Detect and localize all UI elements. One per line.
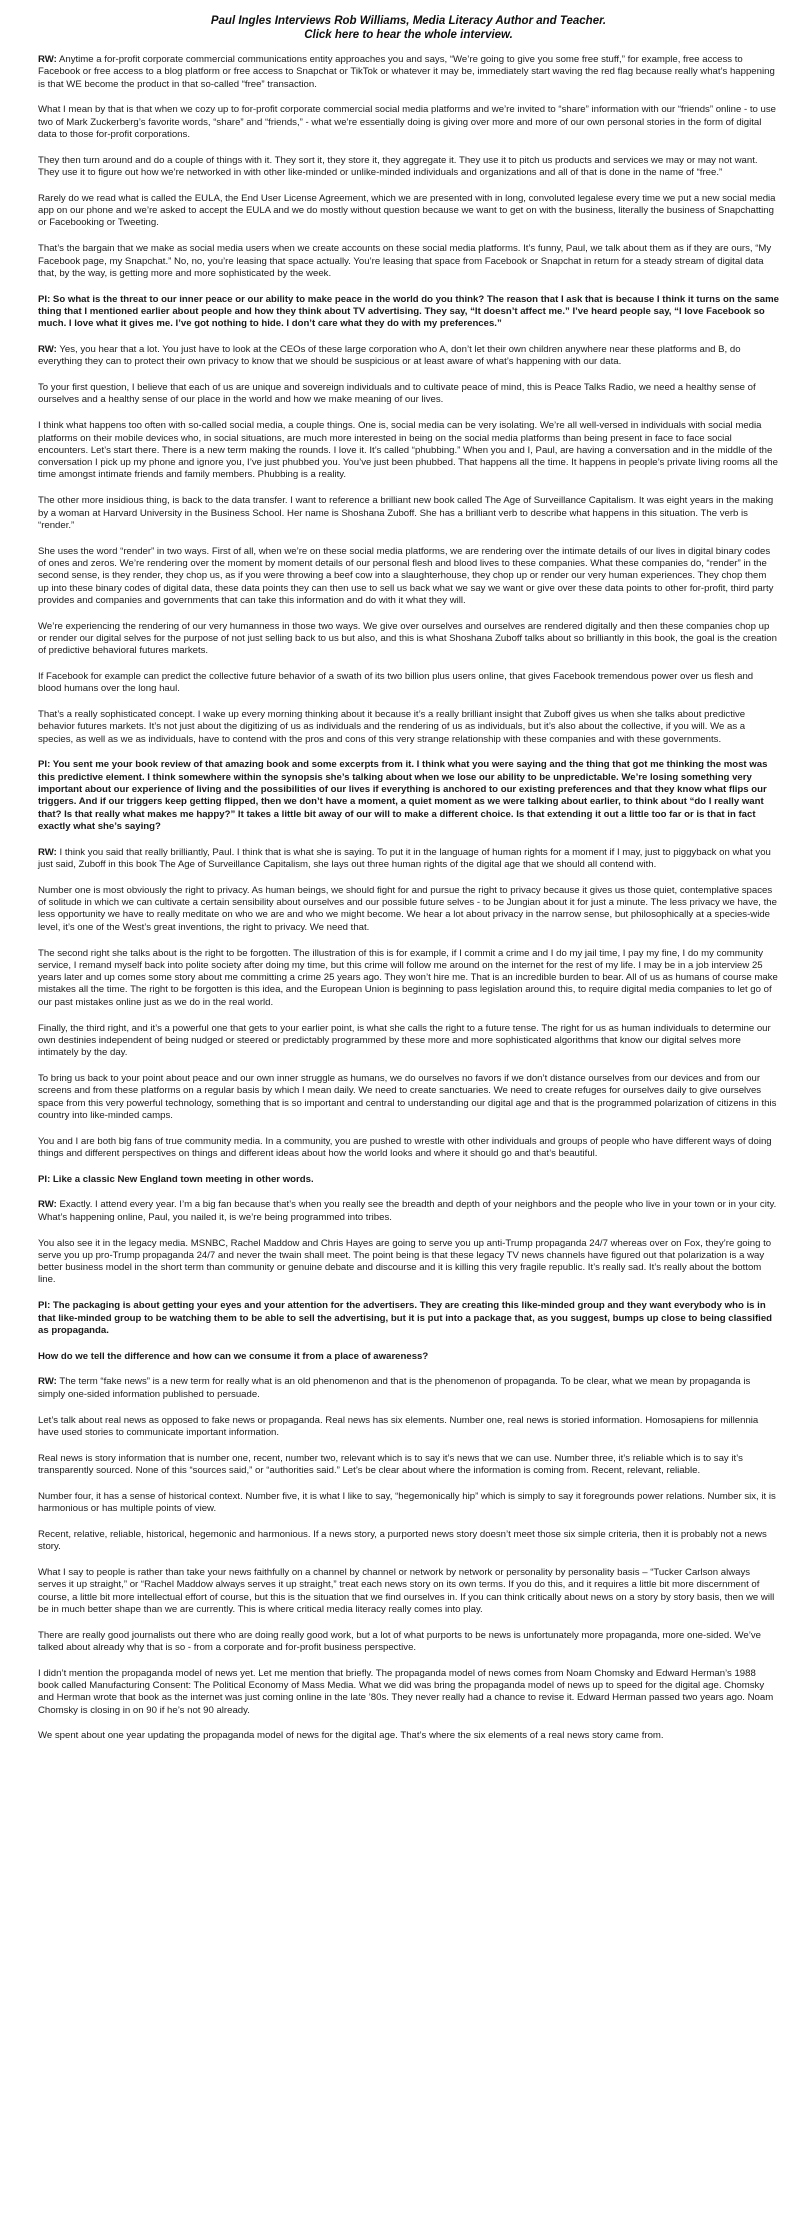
speaker-label: RW: (38, 1199, 57, 1211)
transcript-paragraph (38, 54, 779, 91)
transcript-paragraph (38, 1453, 779, 1478)
speaker-label: RW: (38, 1376, 57, 1388)
paragraph-text: Real news is story information that is number one, recent, number two, relevant which is to say it’s news that we can use. Number three, it’s reliable which is to say it’s transparently sourced. None of this “sources said,” or “authorities said.” Let’s be clear about where the information is coming from. Recent, relevant, reliable. (38, 1452, 743, 1476)
transcript-paragraph (38, 344, 779, 369)
paragraph-text: She uses the word “render” in two ways. First of all, when we’re on these social media platforms, we are rendering over the intimate details of our lives in digital binary codes of ones and zeros. We’re rendering over the moment by moment details of our personal flesh and blood lives to these companies. What these companies do, “render” in the second sense, is they render, they chop us, as if you were throwing a beef cow into a slaughterhouse, they chop up or render our very human experiences. They chop them up into these binary codes of digital data, these data points they can then use to sell us back what we say we want or give over these data points to other for-profit, third party provides and companies and governments that can take this information and do with it what they will. (38, 545, 774, 606)
paragraph-text: Rarely do we read what is called the EULA, the End User License Agreement, which we are presented with in long, convoluted legalese every time we put a new social media app on our phone and we’re asked to accept the EULA and we do mostly without question because we want to get on with the business, literally the business of Snapchatting or Facebooking or Tweeting. (38, 192, 776, 229)
paragraph-text: We’re experiencing the rendering of our very humanness in those two ways. We give over ourselves and ourselves are rendered digitally and then these companies chop up or render our digital selves for the purpose of not just selling back to us but also, and this is what Shoshana Zuboff talks about so brilliantly in this book, the goal is the creation of predictive behavioral futures markets. (38, 620, 777, 657)
transcript-paragraph (38, 1529, 779, 1554)
paragraph-text: Let’s talk about real news as opposed to fake news or propaganda. Real news has six elements. Number one, real news is storied information. Homosapiens for millennia have used stories to communicate important information. (38, 1414, 759, 1438)
interview-title: Paul Ingles Interviews Rob Williams, Media Literacy Author and Teacher. (210, 15, 607, 27)
interview-header (38, 14, 779, 42)
paragraph-text: The term “fake news” is a new term for really what is an old phenomenon and that is the phenomenon of propaganda. To be clear, what we mean by propaganda is simply one-sided information published to persuade. (38, 1376, 751, 1400)
transcript-paragraph (38, 1415, 779, 1440)
speaker-label: PI: (38, 1173, 51, 1185)
transcript-paragraph (38, 1023, 779, 1060)
transcript-paragraph (38, 759, 779, 833)
transcript-paragraph (38, 1567, 779, 1616)
paragraph-text: They then turn around and do a couple of things with it. They sort it, they store it, they aggregate it. They use it to pitch us products and services we may or may not want. They use it to figure out how we’re networked in with other like-minded or unlike-minded individuals and organizations and all of that is done in the name of “free.” (38, 154, 758, 179)
paragraph-text: What I say to people is rather than take your news faithfully on a channel by channel or network by network or personality by personality basis – “Tucker Carlson always serves it up straight,” or “Rachel Maddow always serves it up straight,” treat each news story on its own terms. If you do this, and it requires a little bit more discernment of course, a little bit more intellectual effort of course, but this is the situation that we find ourselves in. If you can think critically about news on a story by story basis, then we will be in much better shape than we are currently. This is where critical media literacy really comes into play. (38, 1566, 775, 1615)
transcript-paragraph (38, 885, 779, 934)
transcript-paragraph (38, 1238, 779, 1287)
paragraph-text: How do we tell the difference and how can we consume it from a place of awareness? (38, 1350, 429, 1362)
paragraph-text: If Facebook for example can predict the collective future behavior of a swath of its two billion plus users online, that gives Facebook tremendous power over us flesh and blood humans over the long haul. (38, 670, 754, 695)
transcript-paragraph (38, 1136, 779, 1161)
transcript-paragraph (38, 294, 779, 331)
transcript-paragraph (38, 671, 779, 696)
paragraph-text: So what is the threat to our inner peace or our ability to make peace in the world do you think? The reason that I ask that is because I think it turns on the same thing that I mentioned earlier about people and how they think about TV advertising. They say, “It doesn’t affect me.” I’ve heard people say, “I love Facebook so much. I love what it gives me. I’ve got nothing to hide. I don’t care what they do with my preferences.” (38, 293, 779, 330)
paragraph-text: We spent about one year updating the propaganda model of news for the digital age. That’s where the six elements of a real news story came from. (38, 1730, 664, 1742)
transcript-paragraph (38, 1668, 779, 1717)
paragraph-text: Number four, it has a sense of historical context. Number five, it is what I like to say, “hegemonically hip” which is simply to say it foregrounds power relations. Number six, it is harmonious or has multiple points of view. (38, 1490, 776, 1515)
transcript-paragraph (38, 155, 779, 180)
transcript-paragraph (38, 420, 779, 481)
paragraph-text: Finally, the third right, and it’s a powerful one that gets to your earlier point, is what she calls the right to a future tense. The right for us as human individuals to determine our own destinies independent of being nudged or steered or predictably programmed by these more and more sophisticated algorithms that know our digital selves more intimately by the day. (38, 1022, 771, 1059)
paragraph-text: To your first question, I believe that each of us are unique and sovereign individuals and to cultivate peace of mind, this is Peace Talks Radio, we need a healthy sense of ourselves and a healthy sense of our place in the world and how we make meaning of our lives. (38, 382, 756, 406)
paragraph-text: You and I are both big fans of true community media. In a community, you are pushed to wrestle with other individuals and groups of people who have different ways of doing things and different perspectives on things and different ideas about how the world looks and where it should go and that’s beautiful. (38, 1135, 772, 1159)
speaker-label: PI: (38, 293, 51, 305)
paragraph-text: The other more insidious thing, is back to the data transfer. I want to reference a brilliant new book called The Age of Surveillance Capitalism. It was eight years in the making by a woman at Harvard University in the Business School. Her name is Shoshana Zuboff. She has a brilliant verb to describe what happens in this situation. The verb is “render.” (38, 495, 774, 531)
speaker-label: RW: (38, 846, 57, 858)
paragraph-text: That’s a really sophisticated concept. I wake up every morning thinking about it because it’s a really brilliant insight that Zuboff gives us when she talks about predictive behavior futures markets. It’s not just about the digitizing of us as individuals and the rendering of us as individuals, but it’s also about the collective, if you will. We as a species, as well as we as individuals, have to contend with the pros and cons of this very strange relationship with these companies and with these governments. (38, 709, 746, 745)
transcript-paragraph (38, 382, 779, 407)
interview-transcript (38, 54, 779, 1743)
speaker-label: RW: (38, 54, 57, 65)
paragraph-text: Like a classic New England town meeting in other words. (50, 1173, 314, 1185)
speaker-label: RW: (38, 344, 57, 356)
paragraph-text: I think what happens too often with so-called social media, a couple things. One is, social media can be very isolating. We’re all well-versed in individuals with social media platforms on their mobile devices who, in social situations, are much more interested in being on the social media platforms than being present in face to face social encounters. Let’s start there. There is a new term making the rounds. I love it. It’s called “phubbing.” When you and I, Paul, are having a conversation and in the middle of the conversation I pick up my phone and ignore you, I’ve just phubbed you. You’ve just been phubbed. That happens all the time. It happens in people’s private living rooms all the time amongst intimate friends and family members. Phubbing is a reality. (38, 420, 778, 481)
paragraph-text: Recent, relative, reliable, historical, hegemonic and harmonious. If a news story, a purported news story doesn’t meet those six simple criteria, then it is probably not a news story. (38, 1528, 767, 1553)
transcript-paragraph (38, 1376, 779, 1401)
transcript-paragraph (38, 104, 779, 141)
transcript-paragraph (38, 1730, 779, 1742)
transcript-paragraph (38, 1300, 779, 1337)
transcript-paragraph (38, 1351, 779, 1363)
paragraph-text: The second right she talks about is the right to be forgotten. The illustration of this is for example, if I commit a crime and I do my jail time, I pay my fine, I do my community service, I remand myself back into polite society after doing my time, but this crime will follow me around on the internet for the rest of my life. I may be in a job interview 25 years later and up comes some story about me committing a crime 25 years ago. They won’t hire me. That is an incredible burden to bear. All of us as humans of course make mistakes all the time. The right to be forgotten is this idea, and the European Union is beginning to pass legislation around this, to require digital media companies to let go of our past mistakes online just as we do in the real world. (38, 947, 778, 1008)
transcript-paragraph (38, 621, 779, 658)
speaker-label: PI: (38, 759, 51, 771)
transcript-paragraph (38, 243, 779, 280)
paragraph-text: Anytime a for-profit corporate commercial communications entity approaches you and says, “We’re going to give you some free stuff,” for example, free access to Facebook or free access to a blog platform or free access to Snapchat or TikTok or whatever it may be, immediately start waving the red flag because really what’s happening is that WE become the product in that so-called “free” transaction. (38, 54, 775, 90)
transcript-paragraph (38, 546, 779, 607)
transcript-paragraph (38, 847, 779, 872)
paragraph-text: You also see it in the legacy media. MSNBC, Rachel Maddow and Chris Hayes are going to serve you up anti-Trump propaganda 24/7 whereas over on Fox, they’re going to serve you up pro-Trump propaganda 24/7 and never the twain shall meet. The point being is that these legacy TV news channels have figured out that polarization is a way better business model in the short term than community or genuine debate and discourse and it is killing this very fragile republic. It’s really sad. It’s really about the bottom line. (38, 1237, 772, 1286)
listen-link[interactable]: Click here to hear the whole interview. (304, 29, 513, 41)
transcript-paragraph (38, 1174, 779, 1186)
paragraph-text: To bring us back to your point about peace and our own inner struggle as humans, we do ourselves no favors if we don’t distance ourselves from our devices and from our screens and from these platforms on a regular basis by which I mean daily. We need to create sanctuaries. We need to create refuges for ourselves daily to give ourselves space from this very powerful technology, something that is so important and central to understanding our digital age and that is the programmed polarization of citizens in this country into like-minded camps. (38, 1072, 777, 1121)
transcript-paragraph (38, 1491, 779, 1516)
speaker-label: PI: (38, 1300, 51, 1312)
paragraph-text: Exactly. I attend every year. I’m a big fan because that’s when you really see the breadth and depth of your neighbors and the people who live in your town or in your city. What’s happening online, Paul, you nailed it, is we’re being programmed into tribes. (38, 1199, 777, 1223)
paragraph-text: That’s the bargain that we make as social media users when we create accounts on these social media platforms. It’s funny, Paul, we talk about them as if they are ours, “My Facebook page, my Snapchat.” No, no, you’re leasing that space actually. You’re leasing that space from Facebook or Snapchat in return for a steady stream of digital data that, by the way, is getting more and more sophisticated by the week. (38, 243, 772, 279)
paragraph-text: I think you said that really brilliantly, Paul. I think that is what she is saying. To put it in the language of human rights for a moment if I may, just to piggyback on what you just said, Zuboff in this book The Age of Surveillance Capitalism, she lays out three human rights of the digital age that we should all contend with. (38, 846, 771, 871)
paragraph-text: You sent me your book review of that amazing book and some excerpts from it. I think what you were saying and the thing that got me thinking the most was this predictive element. I think somewhere within the synopsis she’s talking about when we lose our ability to be unpredictable. We’re losing something very important about our experience of living and the possibilities of our lives if everything is anchored to our existing preferences and that they know what flips our triggers. And if our triggers keep getting flipped, then we don’t have a moment, a quiet moment as we were talking about earlier, to think about “do I really want that? Is that really what makes me happy?” It takes a little bit away of our will to make a different choice. Is that extending it out a little too far or is that in fact exactly what she’s saying? (38, 759, 768, 832)
paragraph-text: Number one is most obviously the right to privacy. As human beings, we should fight for and pursue the right to privacy because it gives us those quiet, contemplative spaces of solitude in which we can cultivate a certain sensibility about ourselves and our possible future selves - to be Jungian about it for just a minute. The less privacy we have, the less opportunity we have to really meditate on who we are and who we might become. We hear a lot about privacy in the narrow sense, but philosophically at a species-wide level, it’s one of the West’s great inventions, the right to privacy. We need that. (38, 884, 777, 933)
paragraph-text: The packaging is about getting your eyes and your attention for the advertisers. They are creating this like-minded group and they want everybody who is in that like-minded group to be watching them to be able to sell the advertising, but it is put into a package that, as you suggest, bumps up close to being classified as propaganda. (38, 1300, 773, 1336)
transcript-paragraph (38, 1073, 779, 1122)
transcript-paragraph (38, 709, 779, 746)
transcript-paragraph (38, 948, 779, 1009)
transcript-paragraph (38, 193, 779, 230)
paragraph-text: There are really good journalists out there who are doing really good work, but a lot of what purports to be news is unfortunately more propaganda, more one-sided. We’ve talked about already why that is so - from a corporate and for-profit business perspective. (38, 1629, 761, 1653)
transcript-paragraph (38, 1199, 779, 1224)
paragraph-text: I didn’t mention the propaganda model of news yet. Let me mention that briefly. The propaganda model of news comes from Noam Chomsky and Edward Herman’s 1988 book called Manufacturing Consent: The Political Economy of Mass Media. What we did was bring the propaganda model of news up to speed for the digital age. Chomsky and Herman wrote that book as the internet was just coming online in the late ’80s. They never really had a chance to revise it. Edward Herman passed two years ago. Noam Chomsky is closing in on 90 if he’s not 90 already. (38, 1667, 774, 1716)
paragraph-text: Yes, you hear that a lot. You just have to look at the CEOs of these large corporation who A, don’t let their own children anywhere near these platforms and B, do everything they can to protect their own privacy to know that we should be suspicious or at least aware of what’s happening with our data. (38, 344, 741, 368)
transcript-paragraph (38, 1630, 779, 1655)
transcript-paragraph (38, 495, 779, 532)
paragraph-text: What I mean by that is that when we cozy up to for-profit corporate commercial social media platforms and we’re invited to “share” information with our “friends” online - to use two of Mark Zuckerberg’s favorite words, “share” and “friends,” - what we’re essentially doing is giving over more and more of our own personal stories in the form of digital data to those for-profit corporations. (38, 104, 776, 140)
